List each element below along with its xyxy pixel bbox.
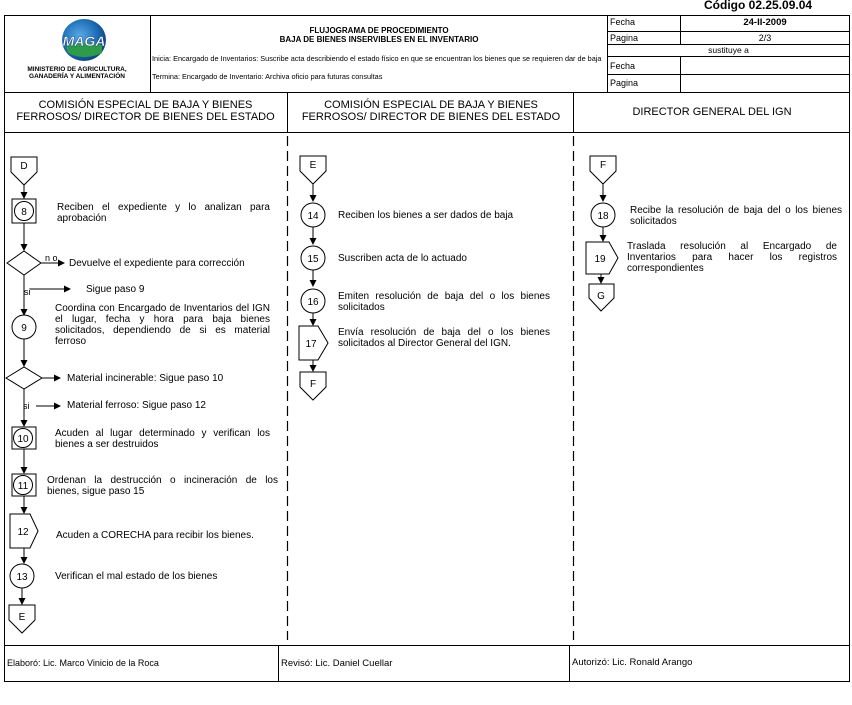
decision-1-si-text: Sigue paso 9 (86, 284, 145, 295)
step-11-num: 11 (17, 481, 29, 492)
step-11-text: Ordenan la destrucción o incineración de los bienes, sigue paso 15 (47, 475, 278, 497)
step-18-num: 18 (597, 211, 609, 222)
inicia-text: Inicia: Encargado de Inventarios: Suscribe acta describiendo el estado físico en que se encuentran los bienes que se requieren dar de baja (152, 54, 602, 63)
decision-1-no: n o (45, 253, 58, 263)
org-name-line2: GANADERÍA Y ALIMENTACIÓN (29, 73, 125, 80)
connector-d-label: D (20, 161, 28, 172)
step-13-text: Verifican el mal estado de los bienes (55, 571, 218, 582)
footer-elaboro: Elaboró: Lic. Marco Vinicio de la Roca (7, 658, 159, 668)
step-17-num: 17 (305, 339, 317, 350)
step-12-text: Acuden a CORECHA para recibir los bienes. (56, 530, 254, 541)
decision-1 (7, 251, 41, 275)
footer-autorizo: Autorizó: Lic. Ronald Arango (572, 657, 693, 668)
step-14-num: 14 (307, 211, 319, 222)
step-14-text: Reciben los bienes a ser dados de baja (338, 210, 514, 221)
lane-title-3: DIRECTOR GENERAL DEL IGN (632, 106, 792, 118)
doc-title-line2: BAJA DE BIENES INSERVIBLES EN EL INVENTARIO (279, 35, 479, 44)
lane-title-2: COMISIÓN ESPECIAL DE BAJA Y BIENES FERROSOS/ DIRECTOR DE BIENES DEL ESTADO (301, 99, 561, 123)
decision-2 (6, 367, 42, 389)
pagina2-label: Pagina (610, 78, 639, 88)
step-8-num: 8 (21, 207, 27, 218)
pagina-label: Pagina (610, 33, 639, 43)
step-18-text: Recibe la resolución de baja del o los bienes solicitados (630, 205, 842, 227)
decision-2-si: si (23, 401, 30, 411)
document-code: Código 02.25.09.04 (704, 0, 813, 12)
connector-e-out-label: E (18, 612, 26, 623)
step-15-text: Suscriben acta de lo actuado (338, 253, 467, 264)
decision-1-no-text: Devuelve el expediente para corrección (69, 258, 245, 269)
step-16-num: 16 (307, 297, 319, 308)
lane-title-1: COMISIÓN ESPECIAL DE BAJA Y BIENES FERROSOS/ DIRECTOR DE BIENES DEL ESTADO (16, 99, 275, 123)
step-12-num: 12 (17, 527, 29, 538)
step-9-text: Coordina con Encargado de Inventarios del IGN el lugar, fecha y hora para baja bienes solicitados, dependiendo de si es material ferroso (55, 303, 270, 347)
step-10-num: 10 (17, 434, 29, 445)
svg-text:MAGA: MAGA (62, 33, 106, 49)
doc-title-line1: FLUJOGRAMA DE PROCEDIMIENTO (309, 26, 449, 35)
connector-f-out-label: F (309, 379, 317, 390)
footer-reviso: Revisó: Lic. Daniel Cuellar (281, 658, 393, 669)
step-19-text: Traslada resolución al Encargado de Inventarios para hacer los registros correspondientes (627, 241, 837, 274)
step-19-num: 19 (594, 254, 606, 265)
step-17-text: Envía resolución de baja del o los bienes solicitados al Director General del IGN. (338, 327, 550, 349)
step-8-text: Reciben el expediente y lo analizan para aprobación (57, 202, 270, 224)
connector-e-in-label: E (309, 160, 317, 171)
fecha2-label: Fecha (610, 61, 636, 71)
step-16-text: Emiten resolución de baja del o los bienes solicitados (338, 291, 550, 313)
fecha-label: Fecha (610, 17, 636, 27)
decision-1-si: si (24, 287, 31, 297)
org-name-line1: MINISTERIO DE AGRICULTURA, (27, 66, 127, 73)
decision-2-incinerable-text: Material incinerable: Sigue paso 10 (67, 373, 224, 384)
termina-text: Termina: Encargado de Inventario: Archiva oficio para futuras consultas (152, 72, 383, 81)
pagina-value: 2/3 (758, 33, 772, 43)
sustituye-label: sustituye a (708, 45, 749, 55)
connector-f-in-label: F (599, 160, 607, 171)
step-9-num: 9 (21, 323, 27, 334)
step-13-num: 13 (16, 572, 28, 583)
step-15-num: 15 (307, 254, 319, 265)
connector-g-label: G (597, 291, 605, 302)
fecha-value: 24-II-2009 (743, 17, 787, 28)
decision-2-ferroso-text: Material ferroso: Sigue paso 12 (67, 400, 206, 411)
step-10-text: Acuden al lugar determinado y verifican los bienes a ser destruidos (55, 428, 270, 450)
